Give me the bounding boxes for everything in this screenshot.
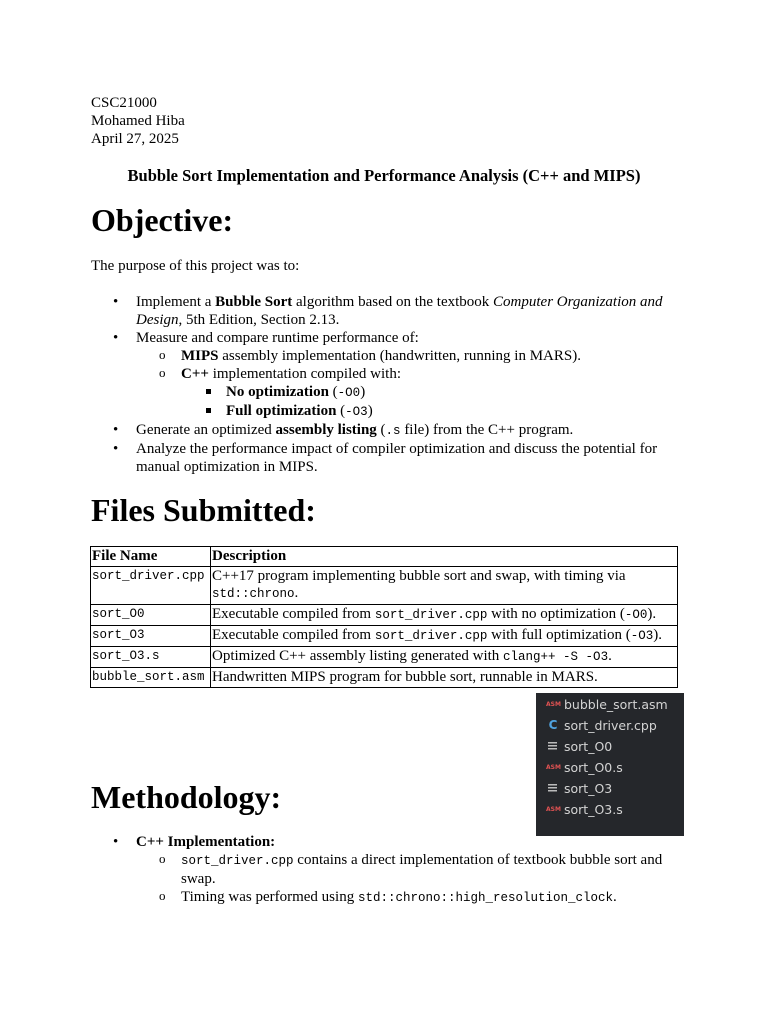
list-item: • Implement a Bubble Sort algorithm based on the textbook Computer Organization and Design, 5th Edition, Section 2.13. [113, 293, 673, 329]
list-item: o sort_driver.cpp contains a direct implementation of textbook bubble sort and swap. [159, 851, 673, 888]
description-cell: Executable compiled from sort_driver.cpp with no optimization (-O0). [211, 605, 678, 626]
objective-heading: Objective: [91, 202, 234, 238]
list-item: • Analyze the performance impact of compiler optimization and discuss the potential for manual optimization in MIPS. [113, 440, 673, 476]
file-name-cell: sort_driver.cpp [91, 567, 211, 605]
table-header-row [91, 547, 678, 567]
file-item: ASM sort_O0.s [546, 759, 623, 775]
list-item: Full optimization (-O3) [204, 402, 673, 421]
column-header-file-name: File Name [91, 547, 211, 567]
files-table [90, 546, 678, 688]
asm-file-icon: ASM [546, 805, 561, 813]
asm-file-icon: ASM [546, 763, 561, 771]
document-title: Bubble Sort Implementation and Performance Analysis (C++ and MIPS) [127, 166, 641, 185]
table-row [91, 567, 678, 605]
file-item: ASM sort_O3.s [546, 801, 623, 817]
list-item: • Measure and compare runtime performance of: o MIPS assembly implementation (handwritten, running in MARS). o C++ implementation compiled with: No optimization (-O0) Full optimization (-O3) [113, 329, 673, 421]
description-cell: Executable compiled from sort_driver.cpp with full optimization (-O3). [211, 626, 678, 647]
file-item: sort_O3 [546, 779, 612, 797]
file-explorer-screenshot [536, 693, 684, 836]
description-cell: C++17 program implementing bubble sort and swap, with timing via std::chrono. [211, 567, 678, 605]
list-item: o C++ implementation compiled with: No optimization (-O0) Full optimization (-O3) [159, 365, 673, 421]
files-heading: Files Submitted: [91, 492, 316, 528]
methodology-list [113, 833, 673, 907]
table-row [91, 626, 678, 647]
sub-list [136, 851, 673, 907]
list-item: • C++ Implementation: o sort_driver.cpp contains a direct implementation of textbook bubble sort and swap. o Timing was performed using std::chrono::high_resolution_clock. [113, 833, 673, 907]
file-name-cell: sort_O3 [91, 626, 211, 647]
description-cell: Handwritten MIPS program for bubble sort, runnable in MARS. [211, 668, 678, 688]
text-file-icon [548, 784, 557, 793]
text-file-icon [548, 742, 557, 751]
file-name-cell: bubble_sort.asm [91, 668, 211, 688]
list-item: o Timing was performed using std::chrono::high_resolution_clock. [159, 888, 673, 907]
cpp-file-icon: C [548, 718, 558, 732]
table-row [91, 668, 678, 688]
file-name-cell: sort_O0 [91, 605, 211, 626]
description-cell: Optimized C++ assembly listing generated with clang++ -S -O3. [211, 647, 678, 668]
column-header-description: Description [211, 547, 678, 567]
list-item: o MIPS assembly implementation (handwritten, running in MARS). [159, 347, 673, 365]
course-code: CSC21000 [91, 95, 157, 111]
file-item: ASM bubble_sort.asm [546, 696, 668, 712]
author-name: Mohamed Hiba [91, 113, 185, 129]
table-row [91, 647, 678, 668]
asm-file-icon: ASM [546, 700, 561, 708]
objective-list [113, 293, 673, 476]
document-header [91, 94, 185, 148]
sub-list [136, 347, 673, 421]
methodology-heading: Methodology: [91, 779, 282, 815]
objective-intro: The purpose of this project was to: [91, 258, 300, 274]
table-row [91, 605, 678, 626]
file-item: sort_O0 [546, 737, 612, 755]
sub-sub-list [181, 383, 673, 421]
document-date: April 27, 2025 [91, 131, 179, 147]
file-name-cell: sort_O3.s [91, 647, 211, 668]
file-item: C sort_driver.cpp [546, 716, 657, 734]
list-item: No optimization (-O0) [204, 383, 673, 402]
list-item: • Generate an optimized assembly listing (.s file) from the C++ program. [113, 421, 673, 440]
